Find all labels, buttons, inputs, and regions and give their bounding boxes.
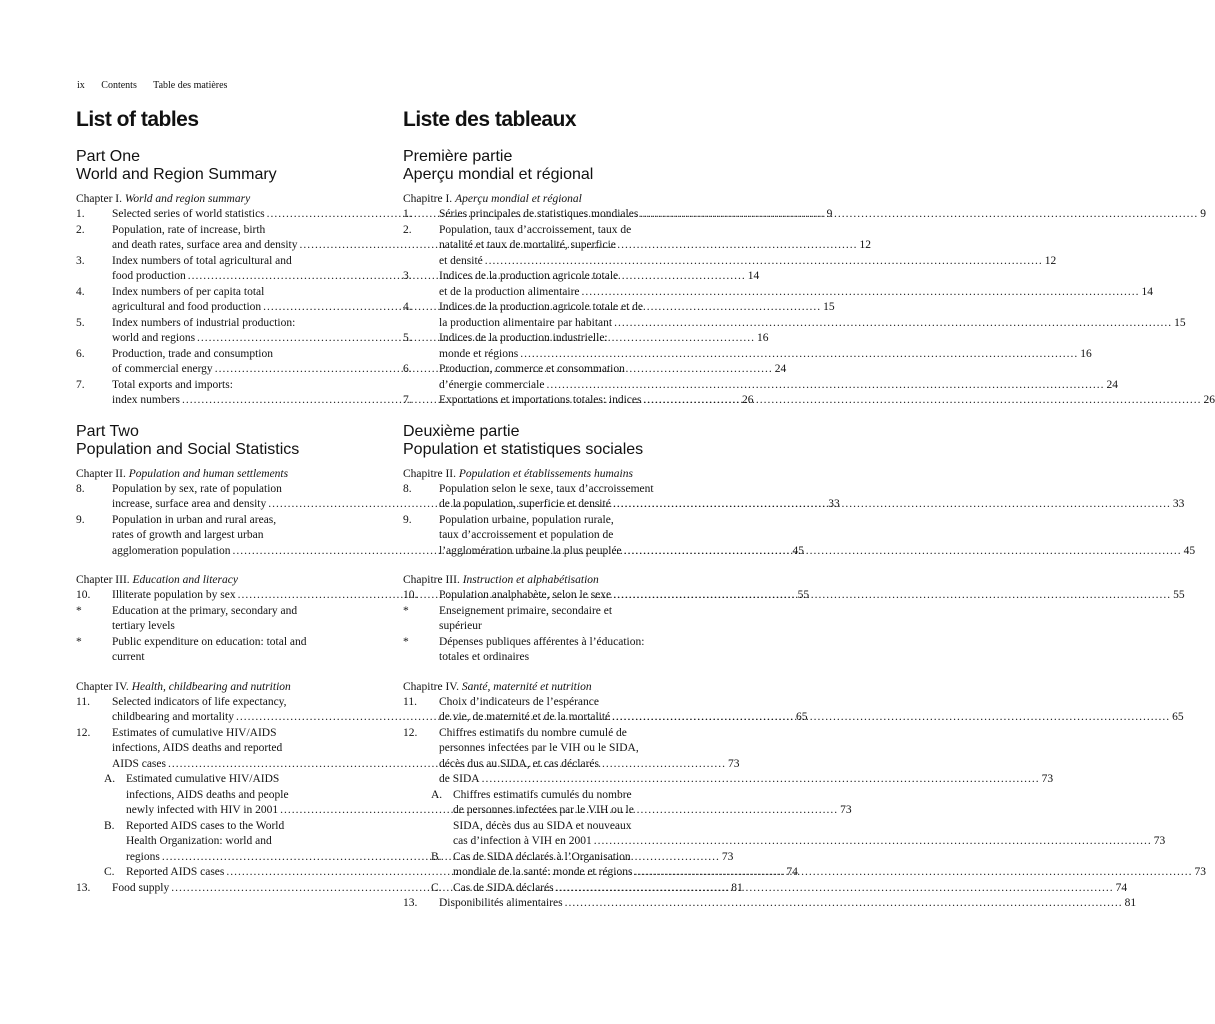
part-two-heading — [76, 423, 386, 459]
chapter-label: Chapter IV. — [76, 680, 129, 693]
dot-leader — [582, 285, 1140, 301]
chapter-label: Chapitre III. — [403, 574, 460, 586]
toc-entry[interactable] — [403, 207, 1207, 223]
entry-page-number: 81 — [731, 881, 743, 894]
entry-text-line: décès dus au SIDA, et cas déclarés — [439, 757, 599, 770]
entry-page-number: 9 — [1200, 208, 1207, 220]
toc-entry[interactable] — [403, 695, 1184, 726]
entry-text-line: and death rates, surface area and density — [112, 239, 298, 251]
entry-number: 2. — [76, 223, 85, 236]
entry-page-number: 55 — [797, 589, 810, 601]
entry-text-line: Séries principales de statistiques mondiales — [439, 208, 639, 220]
dot-leader — [520, 347, 1078, 363]
entry-text-line: Health Organization: world and — [126, 835, 272, 847]
entry-number: B. — [104, 819, 115, 832]
entry-text-line: monde et régions — [439, 347, 519, 360]
dot-leader — [634, 865, 1192, 881]
entry-text-line: food production — [112, 270, 186, 282]
entry-number: 6. — [403, 363, 412, 375]
dot-leader — [613, 497, 1171, 513]
chapter-title — [76, 192, 386, 207]
entry-number: A. — [104, 773, 116, 785]
entry-text-line: childbearing and mortality — [112, 711, 234, 723]
dot-leader — [640, 207, 1198, 223]
entry-text-line: increase, surface area and density — [112, 498, 267, 510]
entry-text-line: de SIDA — [439, 773, 480, 785]
chapter-name: Education and literacy — [132, 574, 238, 586]
entry-page-number: 16 — [757, 332, 769, 344]
dot-leader — [624, 544, 1182, 560]
entry-page-number: 81 — [1124, 897, 1137, 909]
entry-text-line: Population urbaine, population rurale, — [439, 513, 614, 526]
entry-text-line: Population, taux d’accroissement, taux de — [439, 223, 632, 236]
entry-page-number: 26 — [742, 394, 754, 406]
part-label: Deuxième partie — [403, 422, 520, 440]
chapter-3 — [403, 573, 1185, 666]
toc-entry[interactable] — [403, 896, 1137, 912]
chapter-name: Population et établissements humains — [458, 467, 633, 480]
entry-page-number: 45 — [1183, 544, 1196, 557]
entry-text-line: Estimated cumulative HIV/AIDS — [126, 773, 280, 785]
part-title: Population et statistiques sociales — [403, 440, 644, 458]
running-head-contents-fr: Table des matières — [153, 80, 228, 91]
entry-text-line: index numbers — [112, 394, 181, 406]
toc-entry[interactable] — [403, 788, 1166, 850]
toc-entry[interactable] — [76, 635, 386, 666]
entry-text-line: supérieur — [439, 620, 482, 632]
toc-entry[interactable] — [403, 393, 1215, 409]
dot-leader — [556, 881, 1114, 897]
toc-entry[interactable] — [403, 588, 1185, 604]
entry-page-number: 73 — [1041, 773, 1054, 785]
entry-text-line: Total exports and imports: — [112, 378, 233, 391]
entry-number: 7. — [76, 378, 85, 391]
entry-page-number: 15 — [823, 301, 835, 313]
entry-text-line: of commercial energy — [112, 363, 213, 375]
entry-text-line: Public expenditure on education: total and — [112, 635, 307, 648]
toc-entry[interactable] — [403, 331, 1092, 362]
entry-text-line: Index numbers of per capita total — [112, 285, 265, 298]
entry-text-line: Indices de la production agricole totale et de — [439, 301, 644, 313]
entry-number: * — [403, 604, 409, 617]
chapter-title — [403, 573, 713, 588]
entry-text-line: Index numbers of industrial production: — [112, 316, 296, 329]
entry-text-line: Production, trade and consumption — [112, 347, 273, 360]
part-label: Part One — [76, 148, 141, 165]
toc-entry[interactable] — [403, 223, 1057, 270]
toc-entry[interactable] — [403, 300, 1186, 331]
entry-text-line: l’agglomération urbaine la plus peuplée — [439, 544, 622, 557]
entry-text-line: rates of growth and largest urban — [112, 529, 264, 541]
entry-number: 5. — [76, 316, 85, 329]
entry-number: 12. — [403, 726, 418, 739]
entry-text-line: Cas de SIDA déclarés à l’Organisation — [453, 850, 631, 863]
entry-text-line: newly infected with HIV in 2001 — [126, 804, 279, 816]
toc-entry[interactable] — [403, 482, 1185, 513]
entry-number: 13. — [403, 897, 418, 909]
entry-text-line: Choix d’indicateurs de l’espérance — [439, 695, 599, 708]
entry-number: 4. — [403, 301, 412, 313]
entry-page-number: 73 — [1194, 866, 1206, 878]
entry-number: 10. — [76, 589, 91, 601]
entry-text-line: Food supply — [112, 881, 170, 894]
entry-page-number: 24 — [1106, 378, 1118, 391]
entry-page-number: 9 — [826, 208, 833, 220]
running-head — [77, 80, 241, 91]
dot-leader — [613, 588, 1171, 604]
entry-page-number: 73 — [840, 804, 852, 816]
dot-leader — [485, 254, 1043, 270]
chapter-name: World and region summary — [124, 193, 251, 205]
entry-text-line: Production, commerce et consommation — [439, 363, 625, 375]
entry-page-number: 33 — [828, 498, 840, 510]
chapter-name: Health, childbearing and nutrition — [131, 680, 291, 693]
entry-text-line: agricultural and food production — [112, 301, 262, 313]
entry-number: 12. — [76, 726, 91, 739]
chapter-label: Chapitre I. — [403, 193, 453, 205]
entry-page-number: 74 — [786, 866, 798, 878]
dot-leader — [612, 710, 1170, 726]
entry-number: 9. — [76, 513, 85, 526]
entry-text-line: Dépenses publiques afférentes à l’éducation: — [439, 635, 645, 648]
entry-number: 13. — [76, 881, 91, 894]
dot-leader — [546, 378, 1104, 394]
entry-text-line: Index numbers of total agricultural and — [112, 254, 292, 267]
entry-number: 1. — [403, 208, 412, 220]
entry-number: 10. — [403, 589, 418, 601]
entry-page-number: 26 — [1203, 394, 1215, 406]
entry-page-number: 45 — [792, 544, 804, 557]
dot-leader — [565, 896, 1123, 912]
entry-text-line: Indices de la production industrielle: — [439, 332, 608, 344]
entry-text-line: cas d’infection à VIH en 2001 — [453, 835, 592, 847]
entry-page-number: 14 — [1141, 285, 1153, 298]
toc-entry[interactable] — [403, 269, 1153, 300]
entry-text-line: world and regions — [112, 332, 196, 344]
chapter-title — [403, 467, 713, 482]
entry-text-line: Reported AIDS cases to the World — [126, 819, 285, 832]
entry-number: 11. — [76, 695, 90, 708]
part-label: Première partie — [403, 148, 513, 165]
toc-entry[interactable] — [403, 635, 713, 666]
chapter-name: Instruction et alphabétisation — [462, 574, 599, 586]
entry-page-number: 74 — [1115, 881, 1128, 894]
chapter-label: Chapitre II. — [403, 467, 457, 480]
toc-entry[interactable] — [76, 604, 386, 635]
entry-page-number: 65 — [796, 711, 808, 723]
entry-page-number: 73 — [721, 850, 734, 863]
chapter-name: Santé, maternité et nutrition — [461, 680, 592, 693]
entry-text-line: tertiary levels — [112, 620, 175, 632]
entry-text-line: Enseignement primaire, secondaire et — [439, 604, 613, 617]
entry-text-line: d’énergie commerciale — [439, 378, 545, 391]
entry-text-line: de vie, de maternité et de la mortalité — [439, 711, 611, 723]
entry-number: 8. — [403, 482, 412, 495]
list-title: Liste des tableaux — [403, 108, 577, 131]
entry-text-line: Disponibilités alimentaires — [439, 897, 563, 909]
entry-text-line: mondiale de la santé: monde et régions — [453, 866, 633, 878]
chapter-title — [76, 467, 386, 482]
chapter-1 — [403, 192, 1215, 409]
entry-number: 5. — [403, 332, 412, 344]
entry-text-line: Population selon le sexe, taux d’accroissement — [439, 482, 654, 495]
chapter-name: Population and human settlements — [128, 467, 289, 480]
entry-text-line: personnes infectées par le VIH ou le SIDA, — [439, 742, 639, 754]
part-title: Population and Social Statistics — [76, 440, 300, 458]
chapter-label: Chapter III. — [76, 574, 130, 586]
entry-text-line: de la population, superficie et densité — [439, 498, 611, 510]
entry-text-line: current — [112, 651, 145, 663]
entry-number: 3. — [76, 254, 85, 267]
dot-leader — [614, 316, 1172, 332]
entry-number: A. — [431, 788, 443, 801]
chapter-title — [403, 680, 713, 695]
dot-leader — [594, 834, 1152, 850]
entry-number: 8. — [76, 482, 85, 495]
entry-text-line: la production alimentaire par habitant — [439, 316, 613, 329]
entry-number: 1. — [76, 208, 85, 220]
entry-text-line: de personnes infectées par le VIH ou le — [453, 804, 634, 816]
entry-text-line: Selected series of world statistics — [112, 208, 265, 220]
toc-entry[interactable] — [403, 726, 1054, 788]
entry-page-number: 12 — [859, 239, 872, 251]
entry-page-number: 65 — [1172, 711, 1184, 723]
entry-text-line: taux d’accroissement et population de — [439, 529, 614, 541]
entry-text-line: Estimates of cumulative HIV/AIDS — [112, 726, 277, 739]
entry-text-line: totales et ordinaires — [439, 651, 530, 663]
entry-page-number: 73 — [727, 757, 740, 770]
entry-text-line: et densité — [439, 254, 483, 267]
entry-number: * — [403, 635, 409, 648]
toc-entry[interactable] — [403, 604, 713, 635]
chapter-title — [403, 192, 713, 207]
part-two-heading — [403, 423, 713, 459]
entry-text-line: Selected indicators of life expectancy, — [112, 695, 287, 708]
entry-number: * — [76, 635, 82, 648]
part-title: World and Region Summary — [76, 166, 277, 183]
entry-number: 3. — [403, 270, 412, 282]
entry-number: 2. — [403, 223, 412, 236]
entry-text-line: Population by sex, rate of population — [112, 482, 282, 495]
entry-page-number: 24 — [774, 363, 787, 375]
part-title: Aperçu mondial et régional — [403, 166, 594, 183]
entry-number: C. — [104, 866, 115, 878]
entry-text-line: Illiterate population by sex — [112, 589, 236, 601]
toc-entry[interactable] — [403, 362, 1118, 393]
french-column — [403, 108, 1215, 926]
entry-text-line: infections, AIDS deaths and people — [126, 788, 289, 801]
entry-text-line: Reported AIDS cases — [126, 866, 225, 878]
entry-text-line: Population in urban and rural areas, — [112, 513, 277, 526]
running-head-contents-en: Contents — [101, 80, 137, 91]
entry-text-line: AIDS cases — [112, 757, 166, 770]
part-one-heading — [76, 148, 386, 184]
chapter-label: Chapter II. — [76, 467, 126, 480]
page-number: ix — [77, 80, 85, 91]
entry-number: 6. — [76, 347, 85, 360]
chapter-title — [76, 573, 386, 588]
entry-number: C. — [431, 881, 442, 894]
entry-page-number: 15 — [1174, 316, 1186, 329]
entry-number: 7. — [403, 394, 412, 406]
dot-leader — [482, 772, 1040, 788]
entry-text-line: infections, AIDS deaths and reported — [112, 742, 283, 754]
entry-text-line: natalité et taux de mortalité, superficie — [439, 239, 616, 251]
entry-text-line: Population analphabète, selon le sexe — [439, 589, 612, 601]
chapter-label: Chapitre IV. — [403, 680, 460, 693]
chapter-name: Aperçu mondial et régional — [455, 193, 582, 205]
entry-page-number: 14 — [747, 270, 760, 282]
entry-number: 9. — [403, 513, 412, 526]
entry-text-line: Cas de SIDA déclarés — [453, 881, 554, 894]
entry-number: 4. — [76, 285, 85, 298]
entry-page-number: 73 — [1153, 835, 1166, 847]
entry-text-line: SIDA, décès dus au SIDA et nouveaux — [453, 819, 632, 832]
entry-text-line: Indices de la production agricole totale — [439, 270, 619, 282]
entry-number: B. — [431, 850, 442, 863]
dot-leader — [644, 393, 1202, 409]
entry-page-number: 55 — [1173, 589, 1185, 601]
chapter-4 — [403, 680, 1206, 912]
entry-text-line: agglomeration population — [112, 544, 231, 557]
chapter-label: Chapter I. — [76, 193, 122, 205]
entry-number: * — [76, 604, 82, 617]
part-one-heading — [403, 148, 713, 184]
entry-text-line: Chiffres estimatifs cumulés du nombre — [453, 788, 632, 801]
toc-entry[interactable] — [403, 513, 1196, 560]
entry-text-line: Chiffres estimatifs du nombre cumulé de — [439, 726, 627, 739]
entry-text-line: Exportations et importations totales: indices — [439, 394, 642, 406]
entry-page-number: 33 — [1172, 498, 1185, 510]
entry-text-line: Education at the primary, secondary and — [112, 604, 298, 617]
entry-text-line: Population, rate of increase, birth — [112, 223, 266, 236]
list-title: List of tables — [76, 108, 199, 131]
chapter-title — [76, 680, 386, 695]
entry-text-line: regions — [126, 850, 160, 863]
entry-page-number: 16 — [1080, 347, 1092, 360]
entry-text-line: et de la production alimentaire — [439, 285, 580, 298]
entry-number: 11. — [403, 695, 417, 708]
part-label: Part Two — [76, 422, 139, 440]
entry-page-number: 12 — [1044, 254, 1057, 267]
chapter-2 — [403, 467, 1196, 560]
